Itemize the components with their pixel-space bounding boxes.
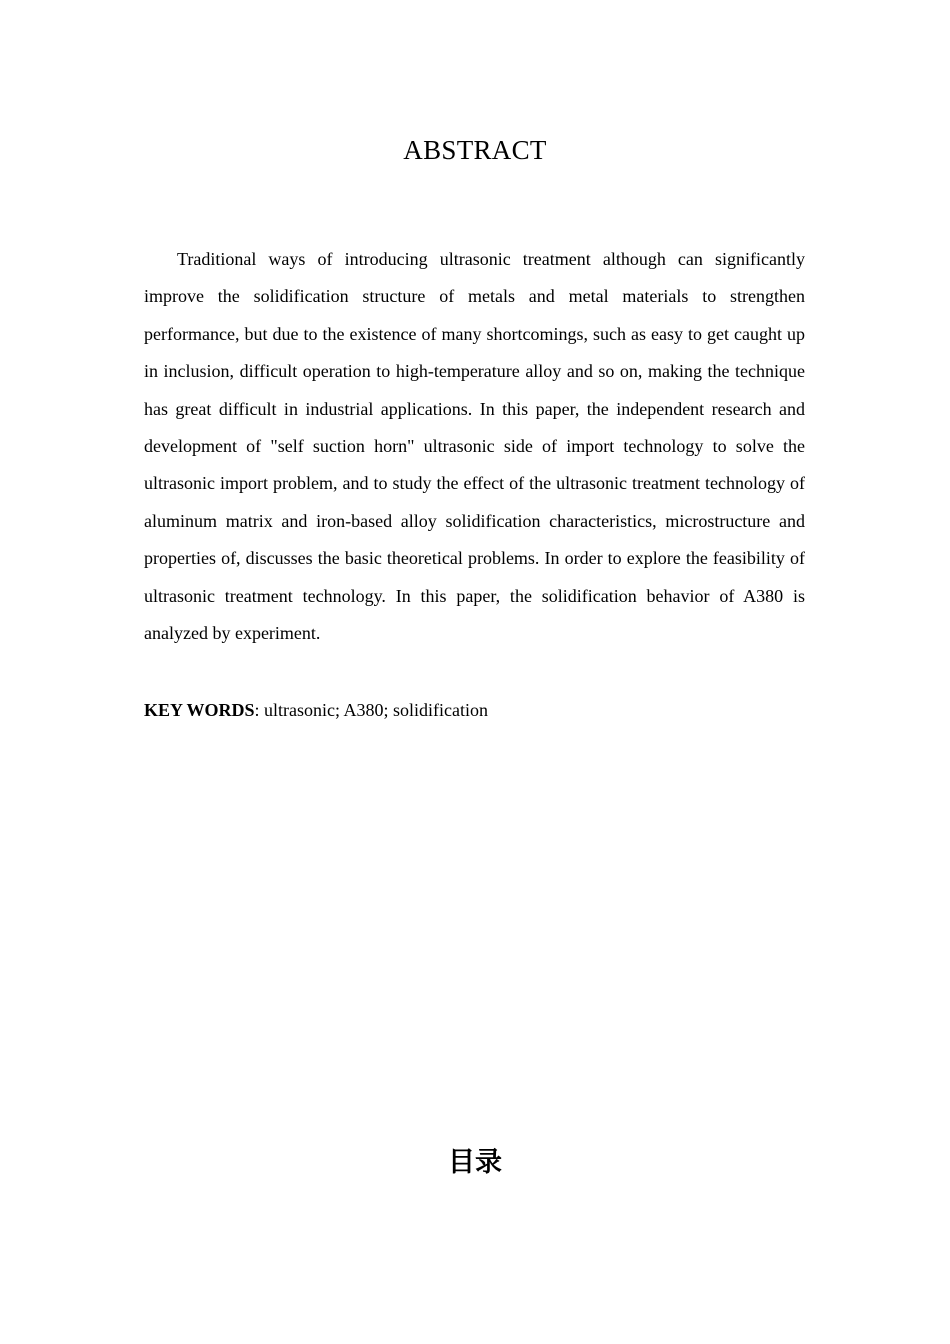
- table-of-contents-title: 目录: [448, 1147, 502, 1178]
- abstract-title: ABSTRACT: [403, 135, 547, 165]
- keywords-label: KEY WORDS: [144, 700, 255, 720]
- abstract-body: Traditional ways of introducing ultrasonic treatment although can significantly improve the solidification structure of metals and metal materials to strengthen performance, but due to the existence of many shortcomings, such as easy to get caught up in inclusion, difficult operation to high-temperature alloy and so on, making the technique has great difficult in industrial applications. In this paper, the independent research and development of "self suction horn" ultrasonic side of import technology to solve the ultrasonic import problem, and to study the effect of the ultrasonic treatment technology of aluminum matrix and iron-based alloy solidification characteristics, microstructure and properties of, discusses the basic theoretical problems. In order to explore the feasibility of ultrasonic treatment technology. In this paper, the solidification behavior of A380 is analyzed by experiment.: [144, 249, 805, 644]
- keywords-line: [144, 696, 805, 724]
- keywords-text: : ultrasonic; A380; solidification: [254, 700, 489, 720]
